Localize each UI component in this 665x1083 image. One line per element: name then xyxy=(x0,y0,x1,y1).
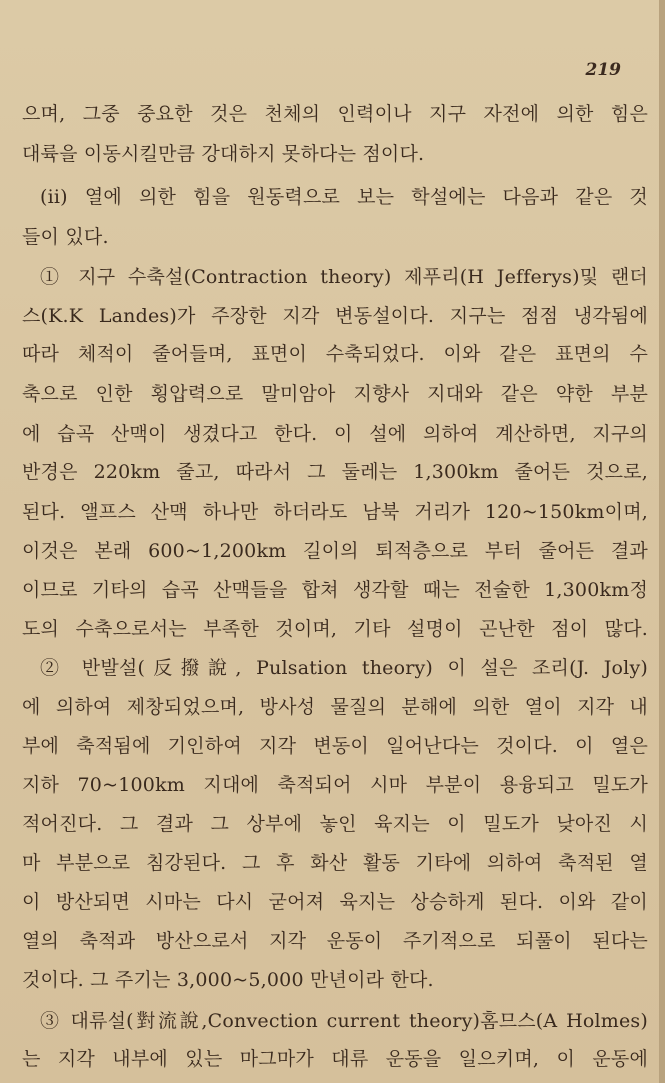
text-line: 는 지각 내부에 있는 마그마가 대류 운동을 일으키며, 이 운동에 xyxy=(22,1048,648,1070)
text-line: 따라 체적이 줄어들며, 표면이 수축되었다. 이와 같은 표면의 수 xyxy=(22,343,648,365)
text-line: 대륙을 이동시킬만큼 강대하지 못하다는 점이다. xyxy=(22,143,425,165)
text-line: 으며, 그중 중요한 것은 천체의 인력이나 지구 자전에 의한 힘은 xyxy=(22,103,648,125)
text-line: 열의 축적과 방산으로서 지각 운동이 주기적으로 되풀이 된다는 xyxy=(22,930,648,952)
text-line: 스(K.K Landes)가 주장한 지각 변동설이다. 지구는 점점 냉각됨에 xyxy=(22,305,648,327)
text-line: 이 방산되면 시마는 다시 굳어져 육지는 상승하게 된다. 이와 같이 xyxy=(22,891,648,913)
text-line: 들이 있다. xyxy=(22,226,109,248)
text-line: 이것은 본래 600~1,200km 길이의 퇴적층으로 부터 줄어든 결과 xyxy=(22,540,648,562)
text-line: ③ 대류설(對流說,Convection current theory)홈므스(A Holmes) xyxy=(40,1010,648,1032)
text-line: 반경은 220km 줄고, 따라서 그 둘레는 1,300km 줄어든 것으로, xyxy=(22,461,648,483)
text-line: 에 의하여 제창되었으며, 방사성 물질의 분해에 의한 열이 지각 내 xyxy=(22,696,648,718)
text-line: 된다. 앨프스 산맥 하나만 하더라도 남북 거리가 120~150km이며, xyxy=(22,501,648,523)
text-line: 부에 축적됨에 기인하여 지각 변동이 일어난다는 것이다. 이 열은 xyxy=(22,735,648,757)
text-line: 이므로 기타의 습곡 산맥들을 합쳐 생각할 때는 전술한 1,300km정 xyxy=(22,579,648,601)
text-line: 지하 70~100km 지대에 축적되어 시마 부분이 용융되고 밀도가 xyxy=(22,774,648,796)
text-line: 축으로 인한 횡압력으로 말미암아 지향사 지대와 같은 약한 부분 xyxy=(22,383,648,405)
text-line: 도의 수축으로서는 부족한 것이며, 기타 설명이 곤난한 점이 많다. xyxy=(22,618,648,640)
page-number: 219 xyxy=(585,60,621,80)
text-line: 마 부분으로 침강된다. 그 후 화산 활동 기타에 의하여 축적된 열 xyxy=(22,852,648,874)
text-line: 에 습곡 산맥이 생겼다고 한다. 이 설에 의하여 계산하면, 지구의 xyxy=(22,423,648,445)
text-line: ② 반발설(反撥說, Pulsation theory) 이 설은 조리(J. Joly) xyxy=(40,657,648,679)
text-line: (ii) 열에 의한 힘을 원동력으로 보는 학설에는 다음과 같은 것 xyxy=(40,186,648,208)
text-line: ① 지구 수축설(Contraction theory) 제푸리(H Jefferys)및 랜더 xyxy=(40,266,648,288)
text-line: 것이다. 그 주기는 3,000~5,000 만년이라 한다. xyxy=(22,969,434,991)
text-line: 적어진다. 그 결과 그 상부에 놓인 육지는 이 밀도가 낮아진 시 xyxy=(22,813,648,835)
